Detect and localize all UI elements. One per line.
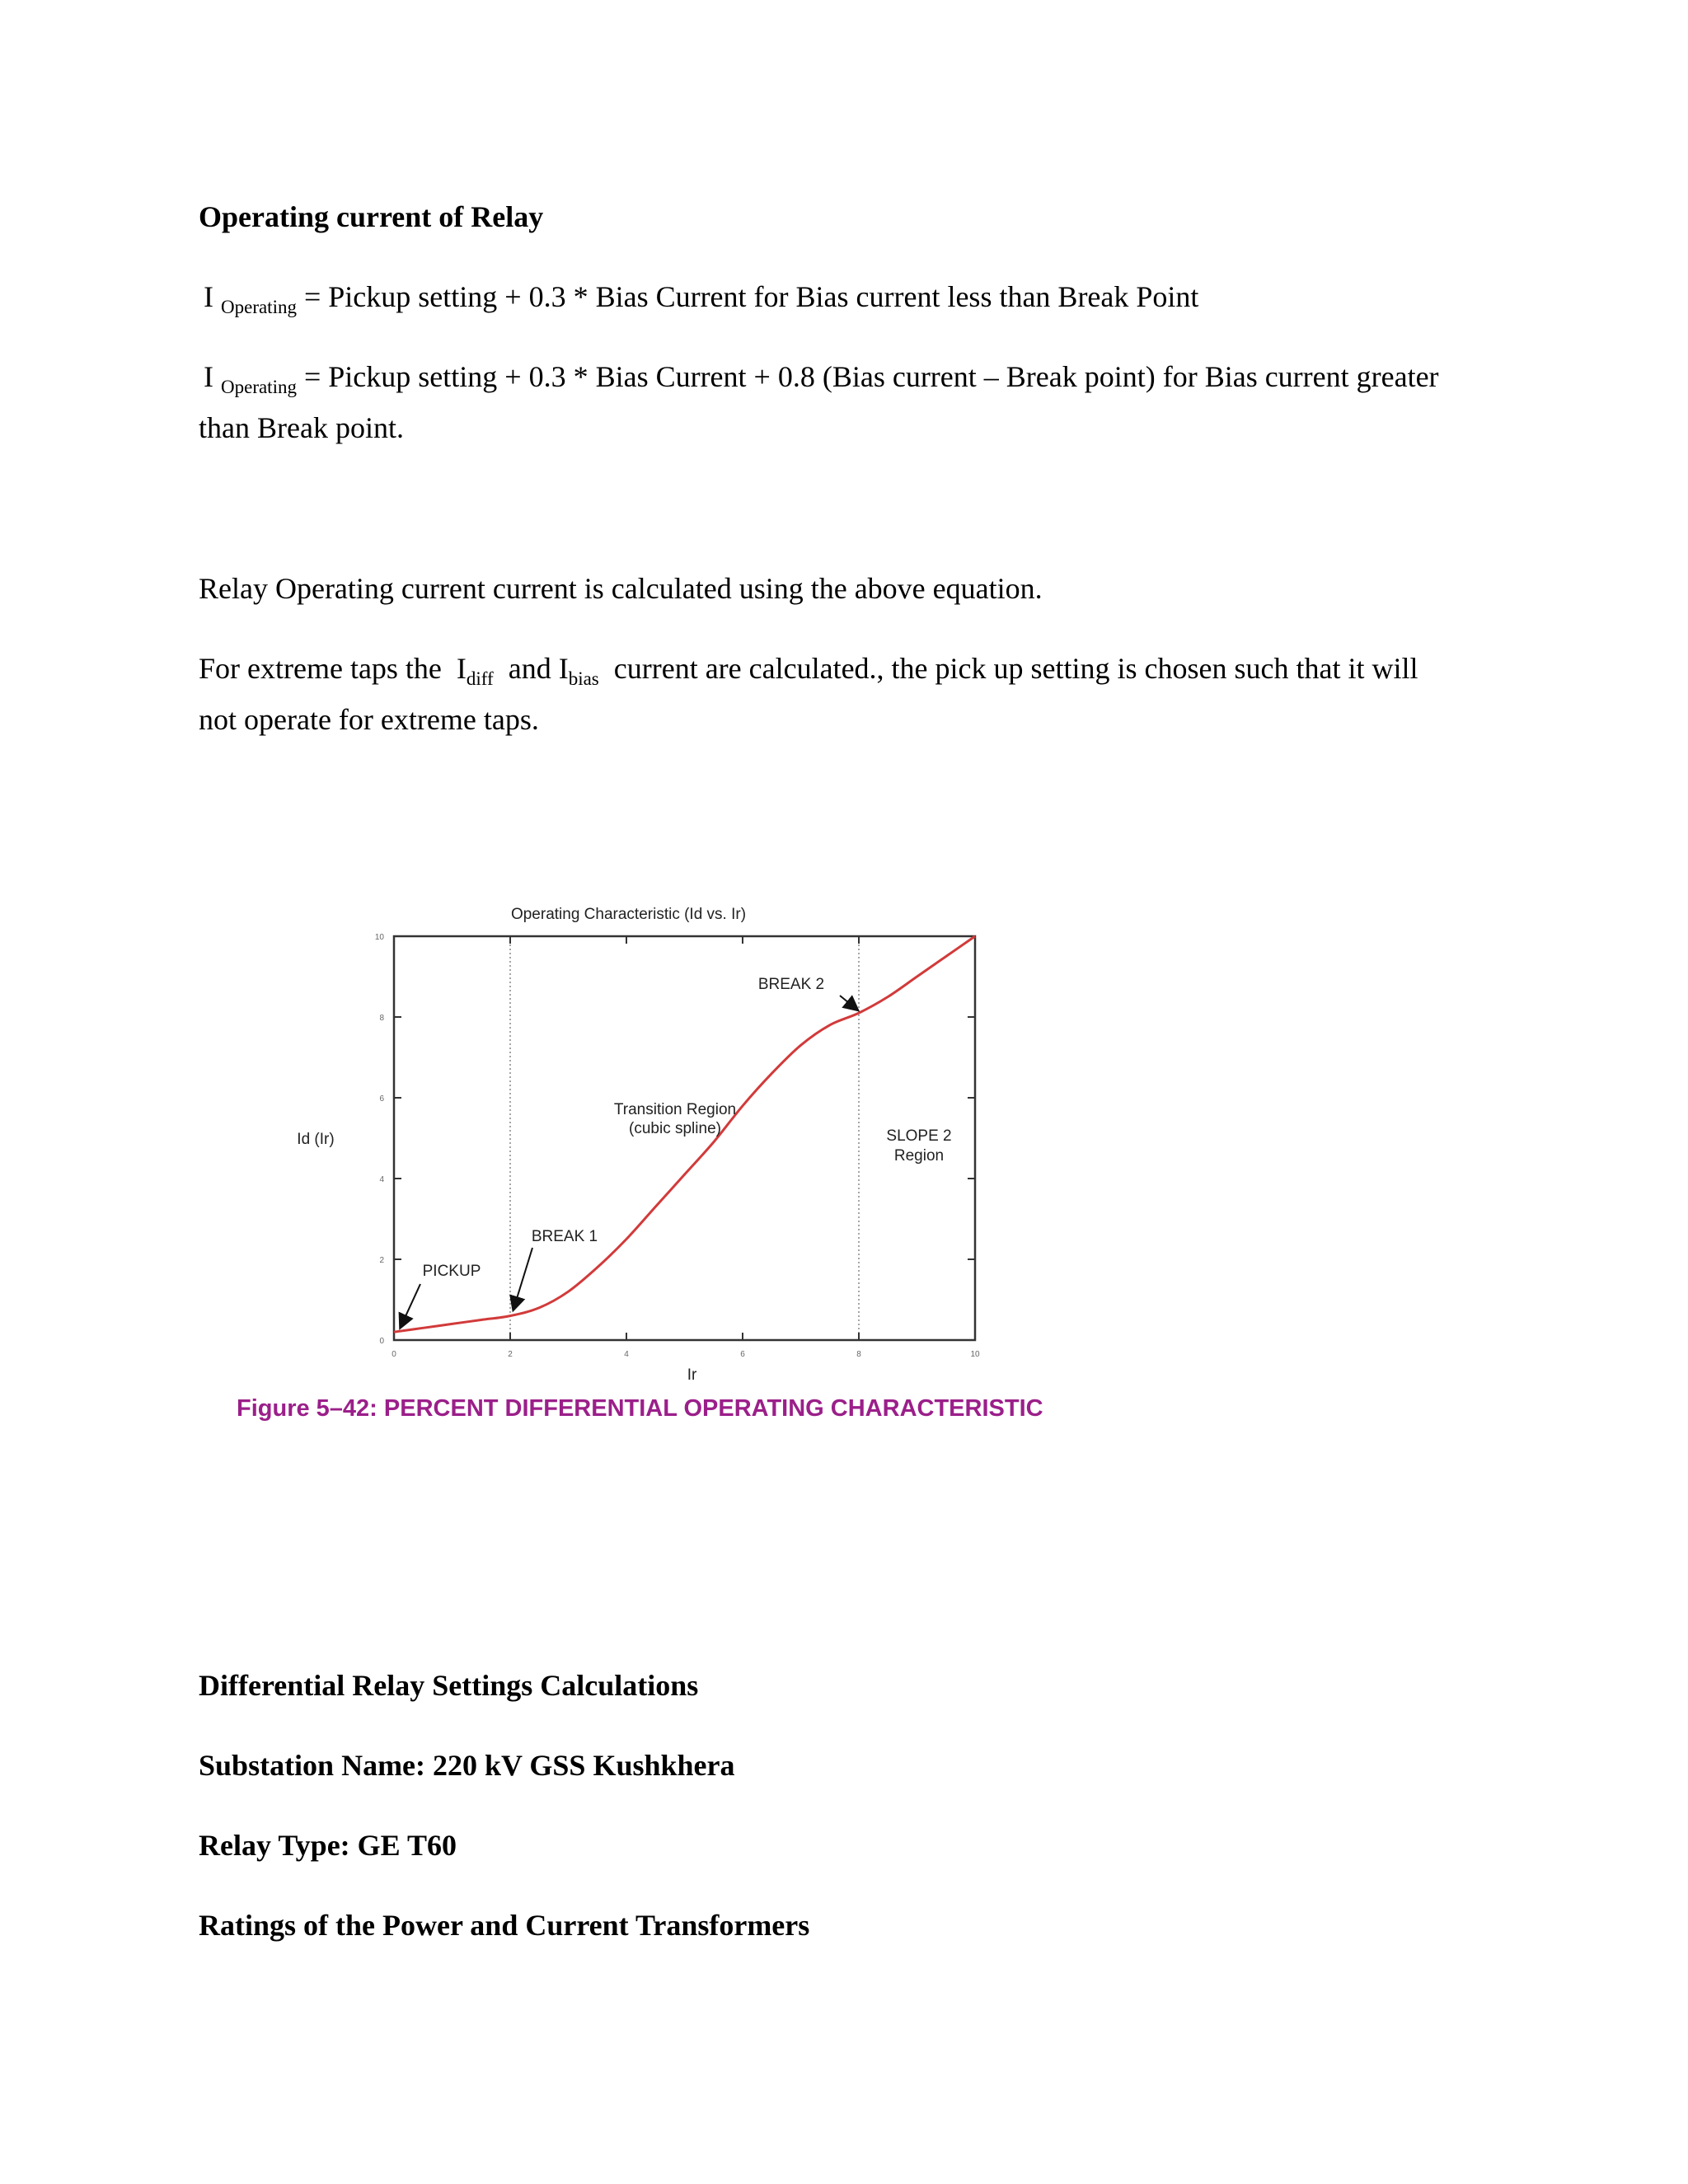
eq2-symbol: I bbox=[204, 360, 213, 393]
relay-type: Relay Type: GE T60 bbox=[199, 1829, 457, 1862]
heading-operating-current: Operating current of Relay bbox=[199, 200, 544, 233]
x-axis-label: Ir bbox=[687, 1366, 697, 1384]
figure-caption: Figure 5–42: PERCENT DIFFERENTIAL OPERATING CHARACTERISTIC bbox=[237, 1395, 1043, 1422]
arrow-break-1 bbox=[513, 1248, 532, 1310]
y-axis-label: Id (Ir) bbox=[297, 1131, 335, 1148]
eq1-text: = Pickup setting + 0.3 * Bias Current for Bias current less than Break Point bbox=[303, 280, 1199, 313]
arrow-break-2 bbox=[840, 996, 857, 1010]
y-tick-label: 2 bbox=[379, 1256, 384, 1265]
eq2-text: = Pickup setting + 0.3 * Bias Current + 0.8 (Bias current – Break point) for Bias current greater bbox=[303, 360, 1439, 393]
annotation-break-2: BREAK 2 bbox=[757, 976, 825, 993]
idiff-subscript: diff bbox=[466, 668, 494, 689]
y-tick-label: 8 bbox=[379, 1014, 384, 1023]
ibias-symbol: I bbox=[558, 652, 569, 685]
para2-part1: For extreme taps the bbox=[199, 652, 442, 685]
equation-2-continuation: than Break point. bbox=[199, 411, 404, 444]
equation-1 bbox=[204, 271, 1198, 333]
idiff-symbol: I bbox=[456, 652, 467, 685]
annotation-pickup: PICKUP bbox=[422, 1263, 481, 1280]
figure-operating-characteristic bbox=[223, 882, 1129, 1434]
operating-characteristic-chart bbox=[223, 882, 1129, 1434]
region-divider-lines bbox=[510, 936, 859, 1340]
y-tick-label: 4 bbox=[379, 1175, 384, 1184]
ibias-subscript: bias bbox=[568, 668, 599, 689]
y-tick-label: 0 bbox=[379, 1337, 384, 1346]
annotation-slope-2-line2: Region bbox=[893, 1147, 945, 1165]
arrow-pickup bbox=[401, 1284, 420, 1327]
x-tick-label: 10 bbox=[970, 1350, 980, 1359]
x-tick-label: 6 bbox=[740, 1350, 745, 1359]
y-tick-label: 10 bbox=[374, 933, 384, 942]
ratings-heading: Ratings of the Power and Current Transformers bbox=[199, 1909, 810, 1942]
y-tick-label: 6 bbox=[379, 1094, 384, 1104]
chart-title: Operating Characteristic (Id vs. Ir) bbox=[510, 906, 747, 923]
para2-part2: current are calculated., the pick up setting is chosen such that it will bbox=[613, 652, 1418, 685]
paragraph-relay-operating: Relay Operating current current is calculated using the above equation. bbox=[199, 572, 1043, 605]
annotation-transition-region: Transition Region bbox=[613, 1101, 737, 1118]
para2-and: and bbox=[508, 652, 551, 685]
annotation-slope-2: SLOPE 2 bbox=[886, 1127, 952, 1145]
substation-name: Substation Name: 220 kV GSS Kushkhera bbox=[199, 1749, 735, 1782]
paragraph-extreme-taps-line2: not operate for extreme taps. bbox=[199, 703, 539, 736]
eq1-symbol: I bbox=[204, 280, 213, 313]
annotation-break-1: BREAK 1 bbox=[531, 1228, 598, 1245]
chart-annotations bbox=[401, 976, 952, 1327]
eq1-subscript: Operating bbox=[221, 297, 297, 317]
heading-settings-calculations: Differential Relay Settings Calculations bbox=[199, 1669, 699, 1702]
eq2-subscript: Operating bbox=[221, 377, 297, 397]
annotation-transition-region-line2: (cubic spline) bbox=[629, 1120, 721, 1137]
x-tick-label: 0 bbox=[392, 1350, 396, 1359]
x-tick-label: 2 bbox=[508, 1350, 513, 1359]
x-tick-label: 4 bbox=[624, 1350, 629, 1359]
x-tick-label: 8 bbox=[856, 1350, 861, 1359]
